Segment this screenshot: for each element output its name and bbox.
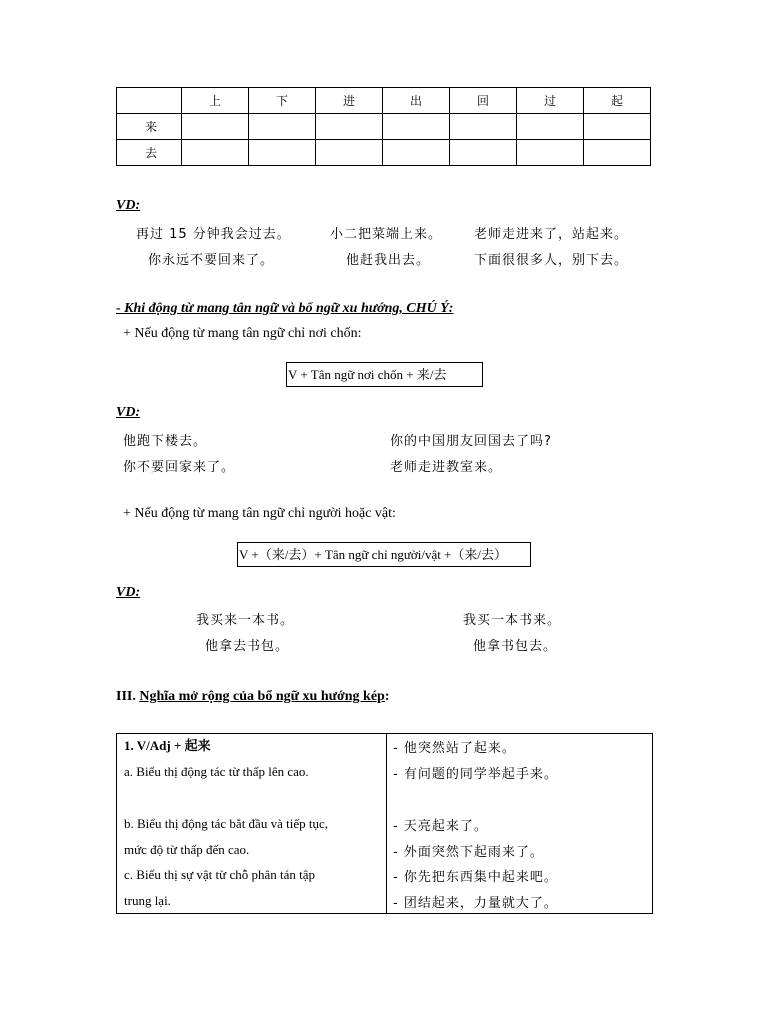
meaning-line: c. Biểu thị sự vật từ chỗ phân tán tập <box>124 867 315 882</box>
table-cell <box>584 140 651 166</box>
vd-label: VD: <box>116 585 141 600</box>
example-sentence: 老师走进教室来。 <box>390 460 503 475</box>
example-sentence: 你的中国朋友回国去了吗? <box>390 434 552 449</box>
example-sentence: - 外面突然下起雨来了。 <box>393 845 544 860</box>
table-header-cell: 上 <box>182 88 249 114</box>
table-header-cell: 回 <box>450 88 517 114</box>
table-cell <box>249 114 316 140</box>
formula-box <box>237 542 531 567</box>
table-row-label: 去 <box>117 140 182 166</box>
table-cell <box>182 114 249 140</box>
table-cell <box>383 114 450 140</box>
example-sentence: 他拿去书包。 <box>205 639 290 654</box>
meaning-column <box>117 734 387 914</box>
section-note-heading: - Khi động từ mang tân ngữ và bổ ngữ xu hướng, CHÚ Ý: <box>116 301 454 316</box>
table-cell <box>182 140 249 166</box>
example-sentence: 他跑下楼去。 <box>123 434 208 449</box>
section-heading <box>116 688 390 706</box>
example-sentence: 你不要回家来了。 <box>123 460 236 475</box>
example-sentence: 他赶我出去。 <box>346 253 431 268</box>
table-header-cell: 过 <box>517 88 584 114</box>
examples-column <box>387 734 653 914</box>
section-title: Nghĩa mở rộng của bổ ngữ xu hướng kép <box>139 689 385 704</box>
formula-text: V + Tân ngữ nơi chốn + 来/去 <box>288 367 447 382</box>
example-sentence: 小二把菜端上来。 <box>330 227 443 242</box>
table-cell <box>117 88 182 114</box>
meaning-line: a. Biểu thị động tác từ thấp lên cao. <box>124 764 309 779</box>
vd-label: VD: <box>116 405 141 420</box>
table-row <box>117 88 651 114</box>
meaning-table <box>116 733 653 914</box>
meaning-line: trung lại. <box>124 893 171 908</box>
direction-complement-table <box>116 87 651 166</box>
table-header-cell: 起 <box>584 88 651 114</box>
table-row <box>117 734 653 914</box>
table-row-label: 来 <box>117 114 182 140</box>
table-cell <box>316 140 383 166</box>
table-cell <box>517 140 584 166</box>
example-sentence: - 你先把东西集中起来吧。 <box>393 870 558 885</box>
formula-text: V +（来/去）+ Tân ngữ chỉ người/vật +（来/去） <box>239 547 508 562</box>
table-row <box>117 140 651 166</box>
formula-box <box>286 362 483 387</box>
example-sentence: 你永远不要回来了。 <box>148 253 275 268</box>
example-sentence: 再过 15 分钟我会过去。 <box>136 227 291 242</box>
table-cell <box>584 114 651 140</box>
table-cell <box>450 114 517 140</box>
table-cell <box>249 140 316 166</box>
vd-label: VD: <box>116 198 141 213</box>
section-colon: : <box>384 689 390 704</box>
example-sentence: 我买来一本书。 <box>196 613 295 628</box>
table-row <box>117 114 651 140</box>
example-sentence: - 团结起来，力量就大了。 <box>393 896 558 911</box>
table-cell <box>450 140 517 166</box>
table-cell <box>316 114 383 140</box>
example-sentence: 老师走进来了，站起来。 <box>474 227 629 242</box>
meaning-line: mức độ từ thấp đến cao. <box>124 842 250 857</box>
meaning-line: b. Biểu thị động tác bắt đầu và tiếp tục, <box>124 816 328 831</box>
meaning-heading: 1. V/Adj + 起来 <box>124 738 211 753</box>
example-sentence: - 他突然站了起来。 <box>393 741 516 756</box>
example-sentence: - 天亮起来了。 <box>393 819 488 834</box>
table-cell <box>517 114 584 140</box>
table-header-cell: 进 <box>316 88 383 114</box>
rule-text: + Nếu động từ mang tân ngữ chỉ nơi chốn: <box>123 326 362 341</box>
example-sentence: - 有问题的同学举起手来。 <box>393 767 558 782</box>
example-sentence: 下面很很多人，别下去。 <box>474 253 629 268</box>
example-sentence: 我买一本书来。 <box>463 613 562 628</box>
table-header-cell: 下 <box>249 88 316 114</box>
example-sentence: 他拿书包去。 <box>473 639 558 654</box>
table-cell <box>383 140 450 166</box>
section-number: III. <box>116 689 140 704</box>
rule-text: + Nếu động từ mang tân ngữ chỉ người hoặc vật: <box>123 506 396 521</box>
table-header-cell: 出 <box>383 88 450 114</box>
